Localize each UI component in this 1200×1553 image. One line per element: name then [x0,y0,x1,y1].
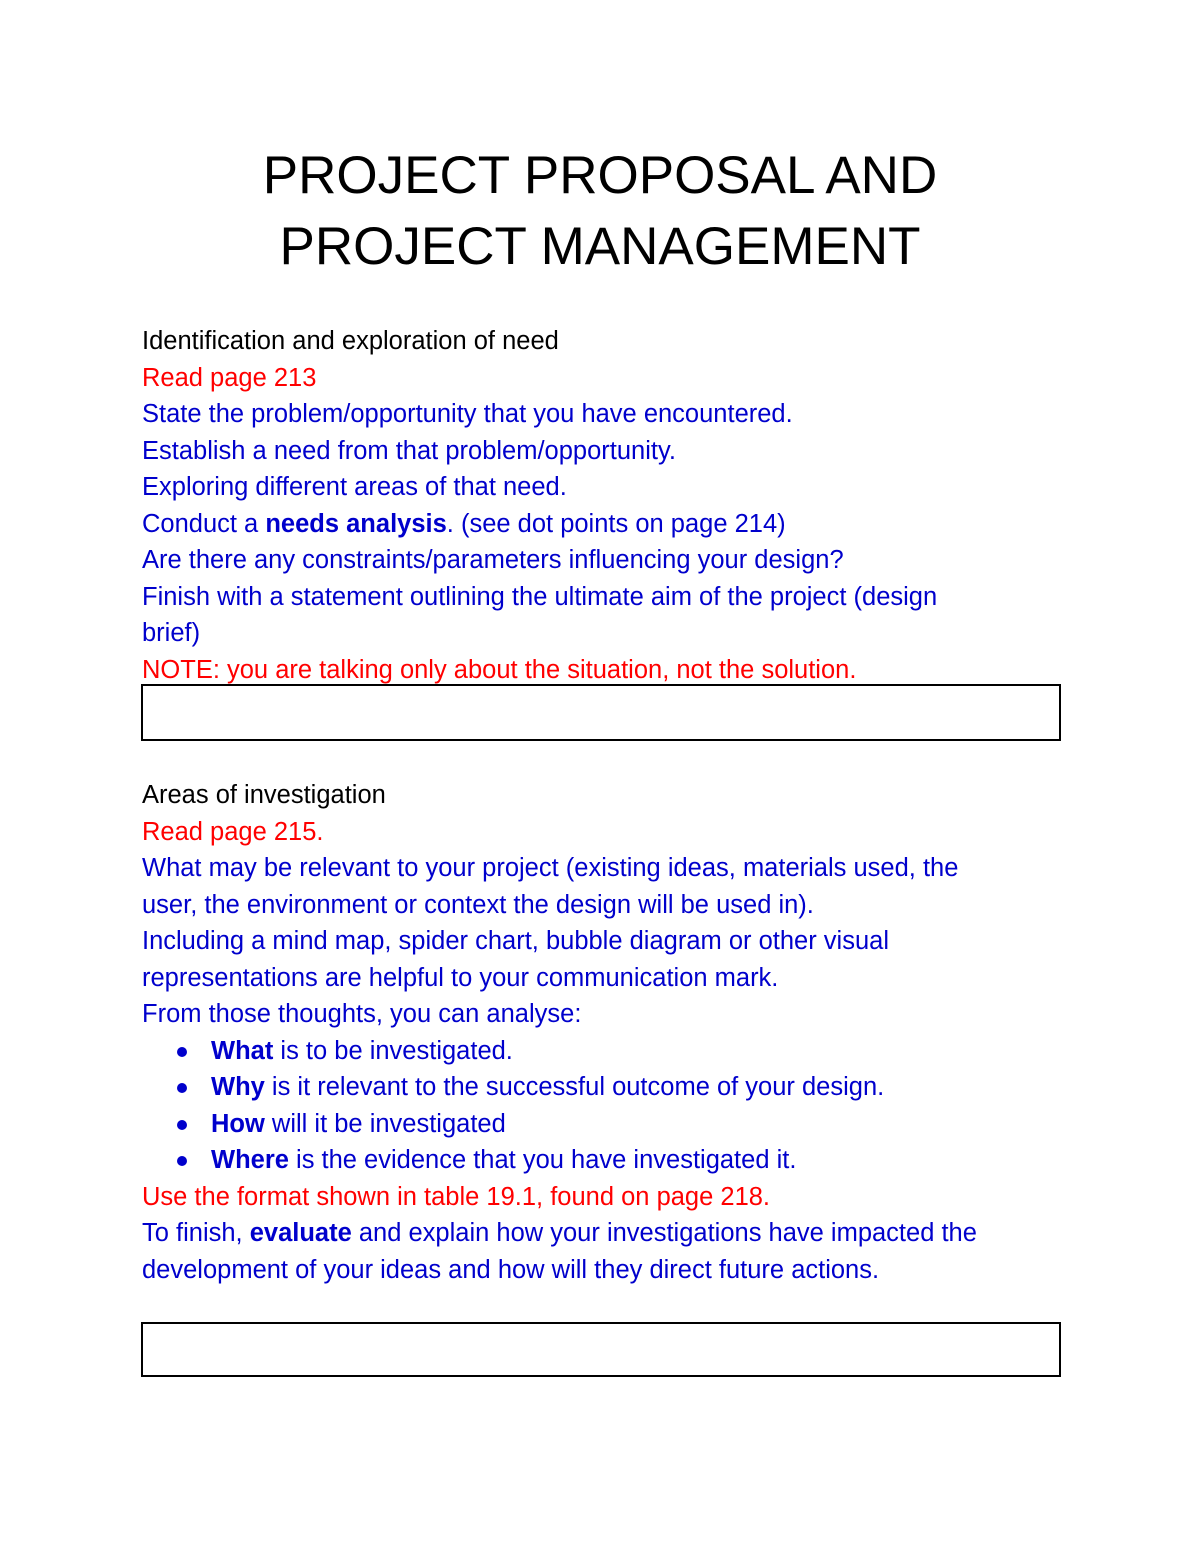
analysis-bullet-list [142,1033,1062,1179]
bullet-text: will it be investigated [264,1109,506,1138]
emphasis-text: Where [211,1146,289,1174]
instruction-line: What may be relevant to your project (existing ideas, materials used, the [142,854,959,882]
list-item [142,1033,1062,1070]
section-identification [142,323,1062,688]
instruction-line: Are there any constraints/parameters influencing your design? [142,546,844,574]
answer-box-identification[interactable] [141,684,1061,741]
list-item [142,1142,1062,1179]
bullet-icon [177,1120,187,1130]
instruction-text: . (see dot points on page 214) [446,509,786,538]
section-heading-identification: Identification and exploration of need [142,327,559,355]
instruction-line: From those thoughts, you can analyse: [142,1000,582,1028]
instruction-line: State the problem/opportunity that you have encountered. [142,400,793,428]
page-title-line-2: PROJECT MANAGEMENT [279,217,921,276]
page-title [0,140,1200,282]
instruction-line: Including a mind map, spider chart, bubble diagram or other visual [142,927,889,955]
instruction-text: Conduct a [142,509,266,538]
list-item [142,1106,1062,1143]
instruction-line-needs-analysis [142,506,1062,543]
note-line: NOTE: you are talking only about the situation, not the solution. [142,655,857,684]
section-heading-investigation: Areas of investigation [142,781,386,809]
section-investigation [142,777,1062,1288]
bullet-text: is it relevant to the successful outcome of your design. [264,1073,885,1101]
emphasis-text: What [211,1036,274,1065]
bullet-icon [177,1156,187,1166]
bullet-icon [177,1083,187,1093]
instruction-line-evaluate [142,1215,1062,1252]
bullet-icon [177,1047,187,1057]
format-reference-line: Use the format shown in table 19.1, found on page 218. [142,1182,771,1211]
bullet-text: is the evidence that you have investigated it. [288,1146,797,1174]
instruction-text: To finish, [142,1219,250,1247]
instruction-line: representations are helpful to your communication mark. [142,963,779,992]
instruction-line: brief) [142,619,201,647]
instruction-line: Exploring different areas of that need. [142,473,567,501]
read-page-reference: Read page 213 [142,363,317,392]
instruction-text: and explain how your investigations have impacted the [351,1219,977,1247]
emphasis-text: needs analysis [265,509,447,538]
instruction-line: Finish with a statement outlining the ultimate aim of the project (design [142,582,938,611]
instruction-line: development of your ideas and how will they direct future actions. [142,1255,880,1284]
emphasis-text: evaluate [249,1219,352,1247]
read-page-reference: Read page 215. [142,817,324,846]
page-title-line-1: PROJECT PROPOSAL AND [262,146,938,205]
instruction-line: Establish a need from that problem/opportunity. [142,436,676,465]
emphasis-text: How [211,1109,265,1138]
list-item [142,1069,1062,1106]
bullet-text: is to be investigated. [273,1036,513,1065]
answer-box-investigation[interactable] [141,1322,1061,1377]
emphasis-text: Why [211,1073,265,1101]
instruction-line: user, the environment or context the design will be used in). [142,890,814,919]
